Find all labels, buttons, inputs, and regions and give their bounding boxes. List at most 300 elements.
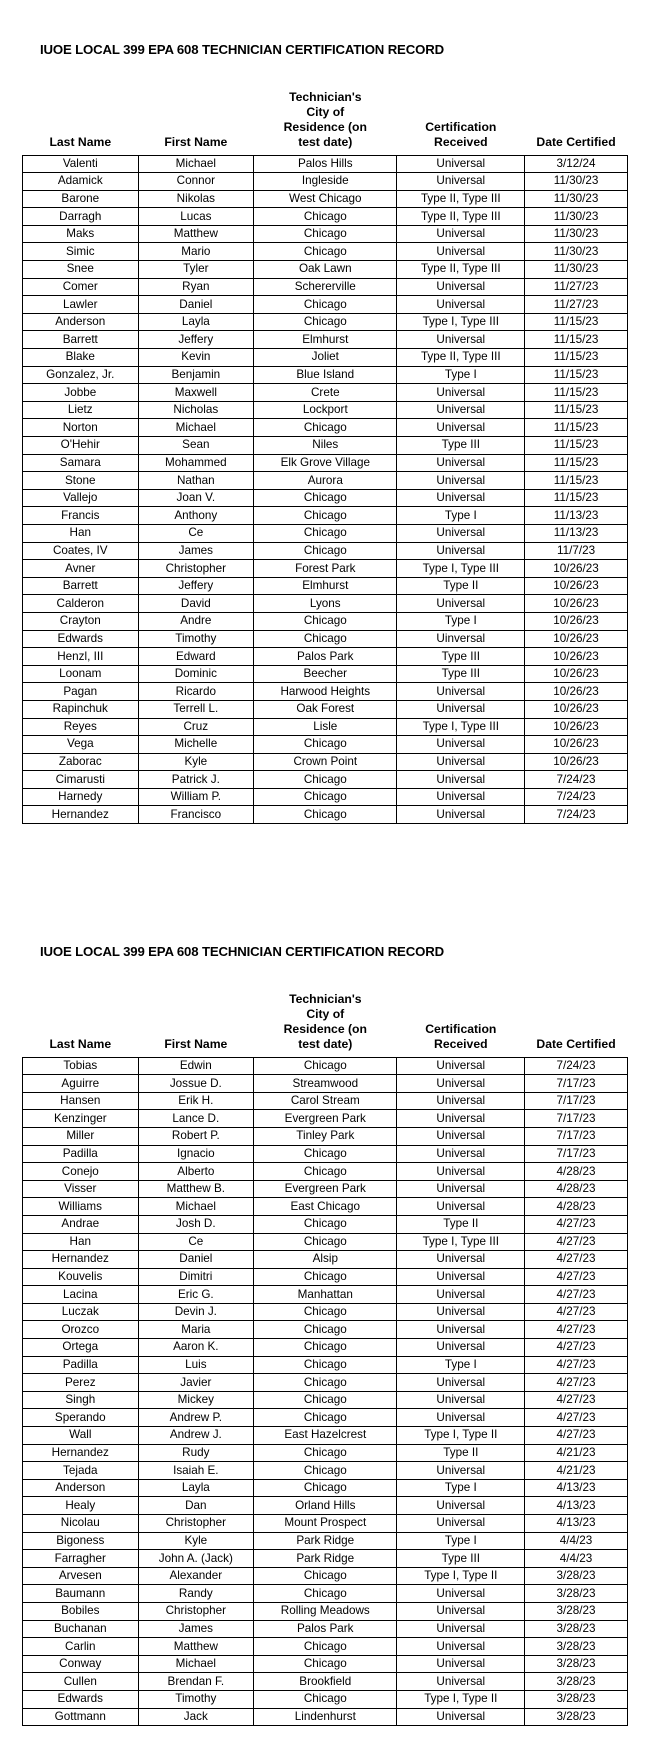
cell-last-name: Vega [23,736,139,754]
cell-certification: Universal [397,1057,525,1075]
cell-certification: Universal [397,1321,525,1339]
table-body-2 [23,1057,628,1726]
cell-city: Park Ridge [254,1532,397,1550]
cell-city: Lockport [254,401,397,419]
cell-city: Blue Island [254,366,397,384]
cell-certification: Type II, Type III [397,349,525,367]
cell-date: 4/27/23 [525,1303,628,1321]
cell-last-name: Luczak [23,1303,139,1321]
cell-last-name: Gottmann [23,1708,139,1726]
cell-last-name: Lawler [23,296,139,314]
cell-last-name: Barrett [23,331,139,349]
cell-date: 4/28/23 [525,1198,628,1216]
cell-certification: Uinversal [397,630,525,648]
cell-city: Chicago [254,524,397,542]
cell-first-name: Devin J. [138,1303,254,1321]
cell-certification: Type I [397,1532,525,1550]
cell-certification: Universal [397,1585,525,1603]
cell-city: Chicago [254,1215,397,1233]
cell-first-name: Daniel [138,1251,254,1269]
table-row [23,261,628,279]
cell-first-name: Ryan [138,278,254,296]
cell-city: Chicago [254,419,397,437]
cell-first-name: Anthony [138,507,254,525]
cell-certification: Universal [397,454,525,472]
cell-date: 7/17/23 [525,1092,628,1110]
cell-last-name: Williams [23,1198,139,1216]
table-row [23,1532,628,1550]
cell-city: Evergreen Park [254,1180,397,1198]
table-row [23,1620,628,1638]
cell-certification: Type III [397,1550,525,1568]
table-row [23,1497,628,1515]
cell-first-name: Andrew P. [138,1409,254,1427]
certification-section-1 [0,0,650,824]
cell-last-name: Cimarusti [23,771,139,789]
cell-city: Crete [254,384,397,402]
section-spacer [0,824,650,882]
cell-last-name: Hansen [23,1092,139,1110]
cell-city: Chicago [254,612,397,630]
cell-certification: Type I, Type II [397,1567,525,1585]
cell-city: Chicago [254,1321,397,1339]
certification-table-2 [22,985,628,1726]
cell-date: 4/27/23 [525,1215,628,1233]
table-row [23,401,628,419]
cell-city: Oak Forest [254,700,397,718]
cell-date: 7/24/23 [525,806,628,824]
cell-first-name: Brendan F. [138,1673,254,1691]
cell-date: 3/28/23 [525,1567,628,1585]
cell-first-name: Sean [138,437,254,455]
cell-last-name: Padilla [23,1145,139,1163]
cell-date: 11/30/23 [525,225,628,243]
cell-certification: Universal [397,1374,525,1392]
cell-last-name: Gonzalez, Jr. [23,366,139,384]
header-row [23,83,628,155]
cell-first-name: Ignacio [138,1145,254,1163]
cell-date: 4/27/23 [525,1409,628,1427]
cell-date: 10/26/23 [525,595,628,613]
cell-city: Forest Park [254,560,397,578]
cell-first-name: Rudy [138,1444,254,1462]
cell-first-name: Nikolas [138,190,254,208]
cell-date: 11/15/23 [525,313,628,331]
cell-date: 11/15/23 [525,437,628,455]
cell-city: Chicago [254,243,397,261]
cell-first-name: Francisco [138,806,254,824]
table-row [23,1427,628,1445]
cell-date: 10/26/23 [525,630,628,648]
table-row [23,1409,628,1427]
cell-date: 4/4/23 [525,1532,628,1550]
cell-city: Schererville [254,278,397,296]
cell-certification: Type II, Type III [397,261,525,279]
table-row [23,1075,628,1093]
column-header-certification-line2: Received [434,134,488,149]
cell-city: Aurora [254,472,397,490]
cell-city: Crown Point [254,753,397,771]
cell-certification: Type I [397,1356,525,1374]
cell-last-name: Francis [23,507,139,525]
cell-city: Beecher [254,665,397,683]
cell-city: Chicago [254,1444,397,1462]
table-row [23,630,628,648]
cell-last-name: Miller [23,1127,139,1145]
cell-first-name: Ce [138,1233,254,1251]
cell-date: 4/27/23 [525,1339,628,1357]
cell-date: 4/27/23 [525,1233,628,1251]
cell-first-name: Jossue D. [138,1075,254,1093]
cell-certification: Universal [397,1251,525,1269]
table-row [23,1515,628,1533]
cell-certification: Universal [397,771,525,789]
table-row [23,1110,628,1128]
table-row [23,1321,628,1339]
table-row [23,507,628,525]
column-header-city-line2: City of [306,104,345,119]
cell-first-name: William P. [138,788,254,806]
table-row [23,595,628,613]
cell-last-name: Henzl, III [23,648,139,666]
cell-date: 3/28/23 [525,1638,628,1656]
cell-last-name: Rapinchuk [23,700,139,718]
cell-city: Chicago [254,225,397,243]
cell-last-name: Andrae [23,1215,139,1233]
cell-certification: Universal [397,788,525,806]
cell-date: 4/28/23 [525,1163,628,1181]
cell-date: 7/17/23 [525,1145,628,1163]
cell-last-name: Samara [23,454,139,472]
cell-certification: Type I, Type III [397,718,525,736]
cell-first-name: Tyler [138,261,254,279]
cell-city: Chicago [254,1391,397,1409]
cell-certification: Universal [397,278,525,296]
table-row [23,542,628,560]
cell-certification: Universal [397,1391,525,1409]
cell-city: Chicago [254,806,397,824]
cell-first-name: Kyle [138,1532,254,1550]
table-row [23,560,628,578]
cell-first-name: Randy [138,1585,254,1603]
cell-first-name: Michelle [138,736,254,754]
cell-last-name: Sperando [23,1409,139,1427]
table-header-1 [23,83,628,155]
table-row [23,1673,628,1691]
cell-last-name: Arvesen [23,1567,139,1585]
table-row [23,1462,628,1480]
table-row [23,648,628,666]
cell-city: Chicago [254,1567,397,1585]
cell-date: 11/30/23 [525,208,628,226]
column-header-certification [397,83,525,155]
cell-first-name: Jeffery [138,577,254,595]
cell-last-name: Tobias [23,1057,139,1075]
table-header-2 [23,985,628,1057]
table-row [23,1708,628,1726]
cell-last-name: Orozco [23,1321,139,1339]
cell-first-name: Mickey [138,1391,254,1409]
cell-city: Evergreen Park [254,1110,397,1128]
cell-first-name: Lance D. [138,1110,254,1128]
cell-city: Palos Park [254,648,397,666]
table-row [23,278,628,296]
cell-date: 11/15/23 [525,349,628,367]
cell-city: Orland Hills [254,1497,397,1515]
cell-first-name: Michael [138,1198,254,1216]
cell-last-name: Blake [23,349,139,367]
cell-certification: Type I [397,507,525,525]
table-row [23,524,628,542]
cell-certification: Universal [397,1409,525,1427]
table-row [23,1374,628,1392]
cell-city: Elmhurst [254,331,397,349]
cell-city: Chicago [254,296,397,314]
cell-city: East Hazelcrest [254,1427,397,1445]
cell-date: 7/24/23 [525,788,628,806]
cell-last-name: Snee [23,261,139,279]
cell-city: Chicago [254,489,397,507]
cell-city: Chicago [254,507,397,525]
cell-city: Chicago [254,1339,397,1357]
table-row [23,1057,628,1075]
table-row [23,788,628,806]
cell-certification: Type III [397,665,525,683]
column-header-date-certified: Date Certified [536,1036,616,1051]
table-row [23,1638,628,1656]
cell-certification: Universal [397,225,525,243]
table-row [23,1145,628,1163]
cell-certification: Universal [397,1655,525,1673]
cell-date: 10/26/23 [525,612,628,630]
cell-certification: Universal [397,683,525,701]
cell-date: 7/24/23 [525,771,628,789]
cell-certification: Universal [397,1462,525,1480]
cell-first-name: Ce [138,524,254,542]
cell-last-name: Carlin [23,1638,139,1656]
cell-date: 4/4/23 [525,1550,628,1568]
cell-date: 11/15/23 [525,419,628,437]
table-row [23,806,628,824]
cell-last-name: Stone [23,472,139,490]
cell-first-name: Dominic [138,665,254,683]
table-row [23,1163,628,1181]
table-row [23,1233,628,1251]
cell-date: 10/26/23 [525,577,628,595]
cell-certification: Universal [397,384,525,402]
cell-date: 10/26/23 [525,718,628,736]
cell-last-name: Hernandez [23,806,139,824]
cell-first-name: Layla [138,313,254,331]
cell-certification: Universal [397,736,525,754]
cell-city: Chicago [254,208,397,226]
table-row [23,173,628,191]
cell-last-name: Wall [23,1427,139,1445]
table-row [23,366,628,384]
cell-last-name: Adamick [23,173,139,191]
cell-certification: Universal [397,1303,525,1321]
cell-last-name: Edwards [23,1690,139,1708]
table-row [23,190,628,208]
table-row [23,1602,628,1620]
cell-first-name: Javier [138,1374,254,1392]
cell-certification: Type II, Type III [397,190,525,208]
cell-last-name: Barrett [23,577,139,595]
cell-date: 11/27/23 [525,296,628,314]
cell-first-name: Matthew [138,225,254,243]
cell-last-name: Coates, IV [23,542,139,560]
cell-last-name: Conway [23,1655,139,1673]
cell-date: 4/27/23 [525,1427,628,1445]
cell-certification: Universal [397,1339,525,1357]
table-row [23,1092,628,1110]
cell-date: 7/17/23 [525,1127,628,1145]
cell-last-name: Aguirre [23,1075,139,1093]
cell-first-name: Andrew J. [138,1427,254,1445]
cell-date: 10/26/23 [525,683,628,701]
table-row [23,384,628,402]
table-row [23,437,628,455]
cell-city: Harwood Heights [254,683,397,701]
cell-last-name: Hernandez [23,1444,139,1462]
cell-last-name: Anderson [23,1479,139,1497]
cell-first-name: Alexander [138,1567,254,1585]
cell-last-name: Pagan [23,683,139,701]
cell-certification: Universal [397,489,525,507]
cell-certification: Universal [397,155,525,173]
cell-first-name: Josh D. [138,1215,254,1233]
cell-certification: Universal [397,173,525,191]
cell-first-name: Maxwell [138,384,254,402]
cell-certification: Universal [397,1145,525,1163]
cell-last-name: Kouvelis [23,1268,139,1286]
cell-city: West Chicago [254,190,397,208]
cell-certification: Universal [397,1602,525,1620]
cell-date: 10/26/23 [525,665,628,683]
cell-city: Palos Hills [254,155,397,173]
cell-certification: Type I, Type II [397,1690,525,1708]
cell-last-name: Buchanan [23,1620,139,1638]
table-row [23,1215,628,1233]
cell-last-name: Jobbe [23,384,139,402]
cell-date: 4/13/23 [525,1497,628,1515]
cell-city: Ingleside [254,173,397,191]
cell-first-name: Mohammed [138,454,254,472]
cell-certification: Type I [397,1479,525,1497]
cell-certification: Universal [397,1180,525,1198]
cell-first-name: Aaron K. [138,1339,254,1357]
cell-certification: Universal [397,296,525,314]
cell-first-name: Andre [138,612,254,630]
cell-date: 11/15/23 [525,366,628,384]
cell-first-name: Lucas [138,208,254,226]
cell-date: 4/28/23 [525,1180,628,1198]
cell-date: 11/27/23 [525,278,628,296]
cell-certification: Type II [397,577,525,595]
table-row [23,1690,628,1708]
cell-date: 3/12/24 [525,155,628,173]
cell-last-name: Healy [23,1497,139,1515]
cell-date: 11/15/23 [525,401,628,419]
cell-first-name: Timothy [138,1690,254,1708]
cell-first-name: Nicholas [138,401,254,419]
table-row [23,225,628,243]
table-row [23,1655,628,1673]
cell-certification: Universal [397,1198,525,1216]
cell-city: Chicago [254,1163,397,1181]
cell-city: Carol Stream [254,1092,397,1110]
cell-city: Chicago [254,1655,397,1673]
cell-city: Lisle [254,718,397,736]
cell-first-name: Luis [138,1356,254,1374]
cell-first-name: Ricardo [138,683,254,701]
cell-date: 11/15/23 [525,489,628,507]
cell-last-name: Singh [23,1391,139,1409]
cell-last-name: Cullen [23,1673,139,1691]
cell-first-name: Edward [138,648,254,666]
cell-certification: Universal [397,806,525,824]
cell-city: Chicago [254,1479,397,1497]
cell-city: Mount Prospect [254,1515,397,1533]
cell-city: Chicago [254,736,397,754]
column-header-city-line3: Residence (on [283,119,367,134]
cell-first-name: David [138,595,254,613]
header-row [23,985,628,1057]
cell-last-name: Reyes [23,718,139,736]
cell-date: 7/17/23 [525,1075,628,1093]
cell-city: Tinley Park [254,1127,397,1145]
cell-certification: Type I, Type III [397,1233,525,1251]
column-header-certification [397,985,525,1057]
cell-city: Chicago [254,1409,397,1427]
certification-table-1 [22,83,628,824]
cell-first-name: Jeffery [138,331,254,349]
cell-certification: Universal [397,542,525,560]
cell-date: 3/28/23 [525,1602,628,1620]
cell-city: Chicago [254,1057,397,1075]
cell-date: 11/30/23 [525,190,628,208]
table-row [23,1479,628,1497]
table-row [23,1180,628,1198]
cell-city: Niles [254,437,397,455]
column-header-city-line2: City of [306,1006,345,1021]
cell-first-name: Daniel [138,296,254,314]
cell-last-name: Lacina [23,1286,139,1304]
cell-last-name: O'Hehir [23,437,139,455]
cell-certification: Universal [397,753,525,771]
cell-city: Lindenhurst [254,1708,397,1726]
cell-city: Elmhurst [254,577,397,595]
cell-city: Chicago [254,1638,397,1656]
column-header-date-certified: Date Certified [536,134,616,149]
column-header-city-line4: test date) [298,1036,353,1051]
cell-first-name: Jack [138,1708,254,1726]
cell-last-name: Visser [23,1180,139,1198]
cell-last-name: Anderson [23,313,139,331]
cell-city: Chicago [254,1690,397,1708]
cell-city: Chicago [254,1462,397,1480]
cell-last-name: Baumann [23,1585,139,1603]
column-header-city-line1: Technician's [289,992,362,1007]
cell-certification: Type II, Type III [397,208,525,226]
cell-last-name: Edwards [23,630,139,648]
table-row [23,577,628,595]
cell-last-name: Farragher [23,1550,139,1568]
cell-first-name: Alberto [138,1163,254,1181]
cell-city: Oak Lawn [254,261,397,279]
cell-certification: Universal [397,331,525,349]
cell-date: 11/15/23 [525,384,628,402]
